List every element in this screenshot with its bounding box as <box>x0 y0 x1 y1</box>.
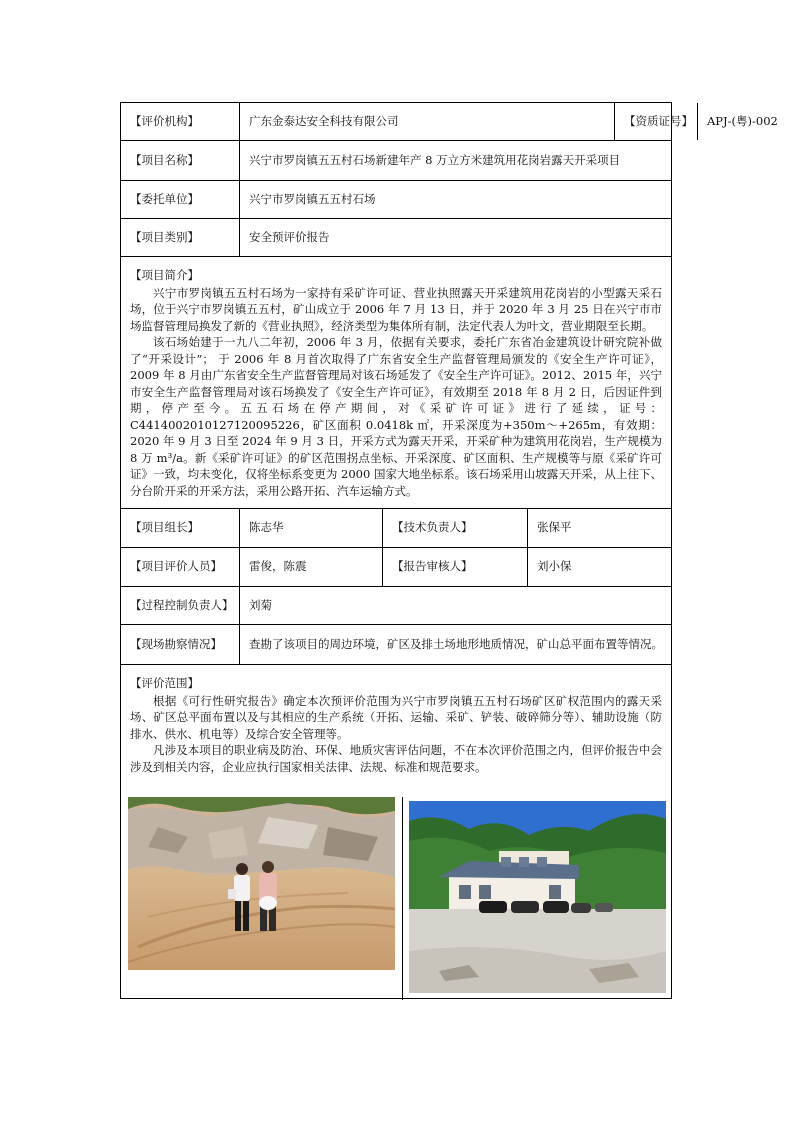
project-intro-title: 【项目简介】 <box>130 268 199 282</box>
client-label: 【委托单位】 <box>121 181 240 218</box>
project-name-label: 【项目名称】 <box>121 141 240 180</box>
tech-lead-label: 【技术负责人】 <box>383 509 528 547</box>
leader-value: 陈志华 <box>240 509 383 547</box>
evaluation-scope-paragraph-2: 凡涉及本项目的职业病及防治、环保、地质灾害评估问题，不在本次评价范围之内，但评价报告中会涉及到相关内容，企业应执行国家相关法律、法规、标准和规范要求。 <box>130 743 662 774</box>
process-control-value: 刘菊 <box>249 597 272 612</box>
leader-label: 【项目组长】 <box>121 509 240 547</box>
tech-lead-value: 张保平 <box>537 520 572 535</box>
site-survey-row <box>121 625 671 665</box>
evaluation-scope-paragraph-1: 根据《可行性研究报告》确定本次预评价范围为兴宁市罗岗镇五五村石场矿区矿权范围内的露天采场、矿区总平面布置以及与其相应的生产系统（开拓、运输、采矿、铲装、破碎筛分等）、辅助设施（防排水、供水、机电等）及综合安全管理等。 <box>130 693 662 741</box>
org-row <box>121 103 778 141</box>
project-intro-paragraph-2: 该石场始建于一九八二年初，2006 年 3 月，依据有关要求，委托广东省冶金建筑设计研究院补做了“开采设计”； 于 2006 年 8 月首次取得了广东省安全生产监督管理局颁发的《安全生产许可证》，2009 年 8 月由广东省安全生产监督管理局对该石场延发了《安全生产许可证》。2012、2015 年，兴宁市安全生产监督管理局对该石场换发了《安全生产许可证》，有效期至 2018 年 8 月 2 日，后因证件到期，停产至今。五五石场在停产期间，对《采矿许可证》进行了延续，证号：C4414002010127120095226，矿区面积 0.0418k ㎡，开采深度为+350m～+265m，有效期：2020 年 9 月 3 日至 2024 年 9 月 3 日，开采方式为露天开采，开采矿种为建筑用花岗岩，生产规模为 8 万 m³/a。新《采矿许可证》的矿区范围拐点坐标、开采深度、矿区面积、生产规模等与原《采矿许可证》一致，均未变化，仅将坐标系变更为 2000 国家大地坐标系。该石场采用山坡露天开采，从上往下、分台阶开采的开采方法，采用公路开拓、汽车运输方式。 <box>130 335 662 498</box>
photo-divider <box>402 797 403 1000</box>
client-value: 兴宁市罗岗镇五五村石场 <box>249 191 376 206</box>
process-control-label: 【过程控制负责人】 <box>121 587 240 624</box>
evaluation-scope-title: 【评价范围】 <box>130 676 199 690</box>
client-row <box>121 181 671 219</box>
evaluation-info-sheet <box>120 102 778 999</box>
project-type-value: 安全预评价报告 <box>249 229 330 244</box>
quarry-site-photo <box>128 797 395 970</box>
evaluators-label: 【项目评价人员】 <box>121 548 240 586</box>
cert-label: 【资质证号】 <box>615 103 698 140</box>
reviewer-value: 刘小保 <box>537 559 572 574</box>
site-office-photo <box>409 801 666 993</box>
site-survey-label: 【现场勘察情况】 <box>121 625 240 664</box>
leader-row <box>121 509 671 548</box>
process-control-row <box>121 587 671 625</box>
evaluation-scope-section <box>121 665 671 797</box>
project-intro-paragraph-1: 兴宁市罗岗镇五五村石场为一家持有采矿许可证、营业执照露天开采建筑用花岗岩的小型露天采石场，位于兴宁市罗岗镇五五村，矿山成立于 2006 年 7 月 13 日，并于 2020 年 3 月 25 日在兴宁市市场监督管理局换发了新的《营业执照》，经济类型为集体所有制，法定代表人为叶文，营业期限至长期。 <box>130 285 662 333</box>
site-survey-value: 查勘了该项目的周边环境，矿区及排土场地形地质情况，矿山总平面布置等情况。 <box>249 636 663 651</box>
org-value: 广东金泰达安全科技有限公司 <box>240 103 615 140</box>
project-type-label: 【项目类别】 <box>121 219 240 256</box>
quarry-site-illustration <box>128 797 395 970</box>
site-office-illustration <box>409 801 666 993</box>
evaluators-value: 雷俊，陈震 <box>240 548 383 586</box>
evaluators-row <box>121 548 671 587</box>
cert-value: APJ-(粤)-002 <box>707 113 778 128</box>
project-type-row <box>121 219 671 257</box>
project-intro-section <box>121 257 671 509</box>
project-name-row <box>121 141 671 181</box>
reviewer-label: 【报告审核人】 <box>383 548 528 586</box>
project-name-value: 兴宁市罗岗镇五五村石场新建年产 8 万立方米建筑用花岗岩露天开采项目 <box>249 152 621 167</box>
org-label: 【评价机构】 <box>121 103 240 140</box>
